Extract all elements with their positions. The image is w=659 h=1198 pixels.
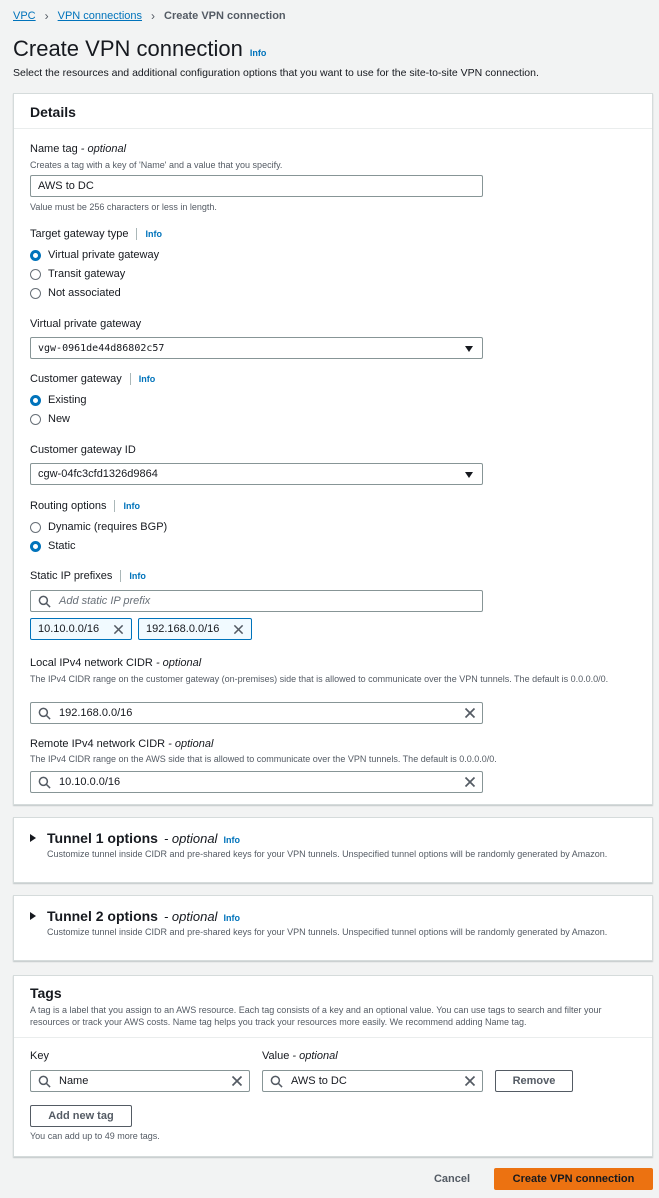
tag-value-input[interactable] (262, 1070, 483, 1092)
static-prefixes-label-text: Static IP prefixes (30, 570, 113, 582)
prefix-token (30, 618, 132, 640)
tunnel2-panel (13, 895, 653, 961)
search-icon (38, 776, 51, 789)
search-icon (270, 1075, 283, 1088)
cancel-button[interactable]: Cancel (433, 1173, 471, 1185)
radio-new[interactable] (30, 413, 70, 425)
chevron-right-icon: › (151, 9, 156, 23)
routing-label-text: Routing options (30, 500, 107, 512)
search-icon (38, 1075, 51, 1088)
page-title (13, 36, 266, 62)
chevron-right-icon: › (44, 9, 49, 23)
prefix-token-label: 10.10.0.0/16 (38, 623, 100, 635)
radio-selected-icon (30, 541, 41, 552)
tunnel1-toggle[interactable] (30, 830, 240, 846)
tag-value-label-text: Value (262, 1050, 290, 1062)
breadcrumb-current: Create VPN connection (164, 10, 286, 22)
search-icon (38, 595, 51, 608)
clear-icon[interactable] (464, 1075, 476, 1087)
clear-icon[interactable] (231, 1075, 243, 1087)
radio-selected-icon (30, 395, 41, 406)
remote-cidr-hint: The IPv4 CIDR range on the AWS side that is allowed to communicate over the VPN tunnels. The default is 0.0.0.0/0. (30, 754, 497, 764)
static-prefixes-label (30, 570, 146, 582)
radio-label: Not associated (48, 287, 121, 299)
radio-unselected-icon (30, 269, 41, 280)
radio-label: Static (48, 540, 76, 552)
radio-unselected-icon (30, 288, 41, 299)
caret-right-icon (30, 834, 36, 842)
target-gateway-info-link[interactable]: Info (145, 229, 162, 239)
caret-down-icon (465, 472, 473, 478)
remove-tag-button[interactable]: Remove (495, 1070, 573, 1092)
local-cidr-value: 192.168.0.0/16 (59, 707, 133, 719)
tags-header: Tags (30, 985, 62, 1001)
radio-selected-icon (30, 250, 41, 261)
tags-limit: You can add up to 49 more tags. (30, 1131, 160, 1141)
cgw-id-select[interactable] (30, 463, 483, 485)
divider (136, 228, 137, 240)
tags-description: A tag is a label that you assign to an AWS resource. Each tag consists of a key and an optional value. You can use tags to search and filter your resources or track your AWS costs. Name tag helps you track your resources more easily. We recommend adding Name tag. (30, 1005, 602, 1027)
page-info-link[interactable]: Info (249, 48, 267, 58)
page-title-text: Create VPN connection (13, 36, 243, 61)
radio-unselected-icon (30, 522, 41, 533)
remote-cidr-optional: - optional (168, 738, 214, 750)
tunnel2-optional: - optional (163, 909, 218, 924)
static-prefix-input[interactable] (30, 590, 483, 612)
local-cidr-optional: - optional (155, 657, 202, 669)
tag-value-label (262, 1050, 338, 1062)
radio-label: New (48, 413, 71, 425)
tunnel2-toggle[interactable] (30, 908, 240, 924)
create-vpn-connection-button[interactable]: Create VPN connection (494, 1168, 653, 1190)
static-prefixes-info-link[interactable]: Info (129, 571, 146, 581)
remote-cidr-label-text: Remote IPv4 network CIDR (30, 738, 166, 750)
routing-label (30, 500, 140, 512)
name-tag-label (30, 143, 126, 155)
tunnel2-description: Customize tunnel inside CIDR and pre-shared keys for your VPN tunnels. Unspecified tunnel options will be randomly generated by Amazon. (47, 927, 608, 937)
tunnel2-title (47, 908, 240, 924)
customer-gateway-label (30, 373, 155, 385)
prefix-token-label: 192.168.0.0/16 (146, 623, 220, 635)
target-gateway-label-text: Target gateway type (30, 228, 129, 240)
tag-value-value: AWS to DC (291, 1075, 347, 1087)
tunnel1-optional: - optional (163, 831, 218, 846)
page-description: Select the resources and additional configuration options that you want to use for the site-to-site VPN connection. (13, 67, 539, 79)
breadcrumb-vpn-connections[interactable]: VPN connections (57, 10, 143, 22)
tunnel1-title (47, 830, 240, 846)
remote-cidr-label (30, 738, 213, 750)
radio-static[interactable] (30, 540, 76, 552)
local-cidr-hint: The IPv4 CIDR range on the customer gateway (on-premises) side that is allowed to communicate over the VPN tunnels. The default is 0.0.0.0/0. (30, 674, 609, 684)
customer-gateway-info-link[interactable]: Info (138, 374, 156, 384)
divider (14, 1037, 652, 1038)
radio-dynamic[interactable] (30, 521, 167, 533)
tag-key-value: Name (59, 1075, 89, 1087)
tunnel1-info-link[interactable]: Info (223, 835, 240, 845)
close-icon[interactable] (233, 624, 244, 635)
tag-key-label: Key (30, 1050, 49, 1062)
cgw-id-value: cgw-04fc3cfd1326d9864 (38, 468, 158, 480)
radio-unselected-icon (30, 414, 41, 425)
tunnel1-panel (13, 817, 653, 883)
radio-label: Transit gateway (48, 268, 126, 280)
breadcrumb (13, 9, 286, 23)
remote-cidr-value: 10.10.0.0/16 (59, 776, 121, 788)
target-gateway-label (30, 228, 162, 240)
static-prefix-placeholder: Add static IP prefix (59, 595, 151, 607)
details-panel (13, 93, 653, 805)
vgw-select[interactable] (30, 337, 483, 359)
caret-right-icon (30, 912, 36, 920)
details-header: Details (14, 94, 652, 129)
radio-transit-gateway[interactable] (30, 268, 125, 280)
name-tag-hint: Creates a tag with a key of 'Name' and a value that you specify. (30, 160, 283, 170)
name-tag-constraint: Value must be 256 characters or less in length. (30, 202, 217, 212)
radio-virtual-private-gateway[interactable] (30, 249, 159, 261)
routing-info-link[interactable]: Info (123, 501, 140, 511)
tunnel1-description: Customize tunnel inside CIDR and pre-shared keys for your VPN tunnels. Unspecified tunnel options will be randomly generated by Amazon. (47, 849, 608, 859)
caret-down-icon (465, 346, 473, 352)
name-tag-optional: - optional (80, 143, 127, 155)
radio-label: Virtual private gateway (48, 249, 160, 261)
name-tag-value: AWS to DC (38, 180, 94, 192)
add-new-tag-button[interactable]: Add new tag (30, 1105, 132, 1127)
tag-value-optional: - optional (292, 1050, 338, 1062)
radio-label: Existing (48, 394, 87, 406)
tags-panel (13, 975, 653, 1157)
divider (114, 500, 115, 512)
local-cidr-label (30, 657, 201, 669)
vgw-value: vgw-0961de44d86802c57 (38, 342, 165, 354)
local-cidr-input[interactable] (30, 702, 483, 724)
tunnel2-title-text: Tunnel 2 options (47, 908, 158, 924)
breadcrumb-vpc[interactable]: VPC (13, 10, 36, 22)
remote-cidr-input[interactable] (30, 771, 483, 793)
name-tag-label-text: Name tag (30, 143, 78, 155)
prefix-token (138, 618, 252, 640)
tag-key-input[interactable] (30, 1070, 250, 1092)
radio-existing[interactable] (30, 394, 87, 406)
tunnel1-title-text: Tunnel 1 options (47, 830, 158, 846)
tunnel2-info-link[interactable]: Info (223, 913, 240, 923)
name-tag-input[interactable] (30, 175, 483, 197)
radio-not-associated[interactable] (30, 287, 121, 299)
customer-gateway-label-text: Customer gateway (30, 373, 122, 385)
divider (130, 373, 131, 385)
radio-label: Dynamic (requires BGP) (48, 521, 168, 533)
vgw-label: Virtual private gateway (30, 318, 142, 330)
search-icon (38, 707, 51, 720)
clear-icon[interactable] (464, 707, 476, 719)
clear-icon[interactable] (464, 776, 476, 788)
local-cidr-label-text: Local IPv4 network CIDR (30, 657, 153, 669)
cgw-id-label: Customer gateway ID (30, 444, 136, 456)
divider (120, 570, 121, 582)
close-icon[interactable] (113, 624, 124, 635)
